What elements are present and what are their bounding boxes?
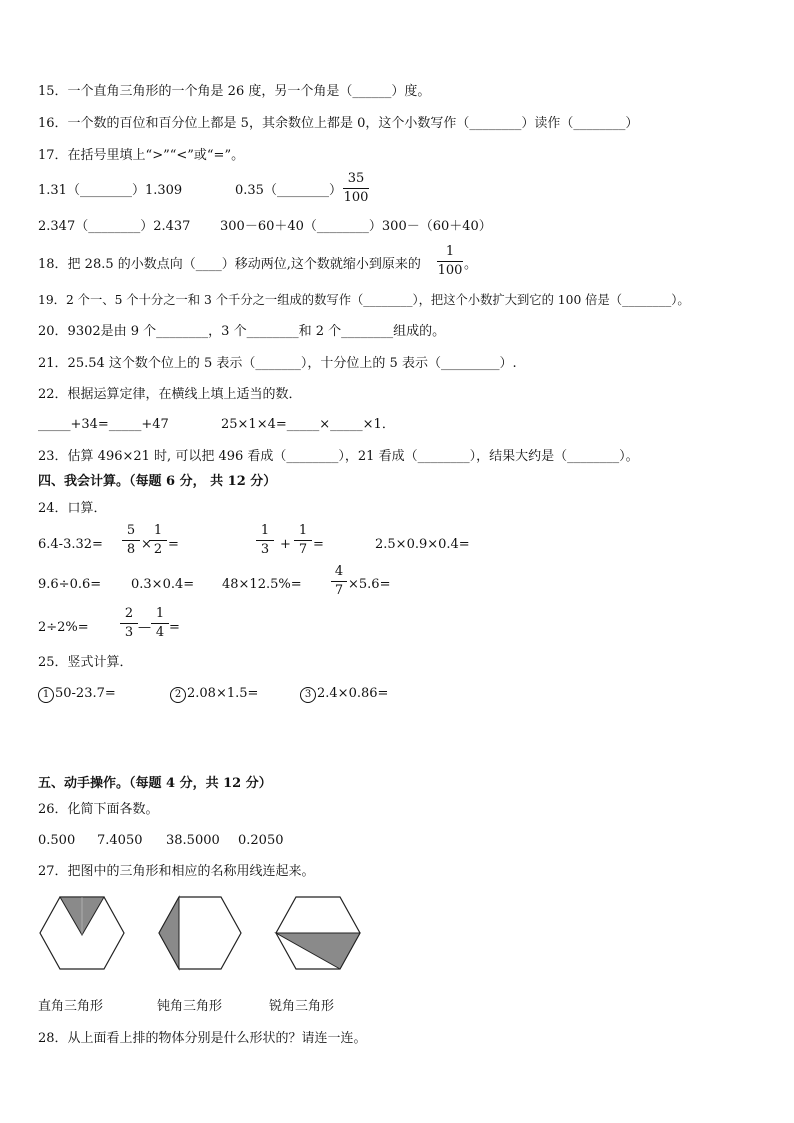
fraction-denominator: 7 [298, 542, 308, 557]
section-5-heading: 五、动手操作。（每题 4 分，共 12 分） [38, 776, 272, 791]
fraction-bar [294, 540, 312, 541]
q17-compare-4: 300－60＋40（________）300－（60＋40） [220, 219, 492, 234]
fraction-denominator: 4 [155, 625, 165, 640]
question-19: 19．2 个一、5 个十分之一和 3 个千分之一组成的数写作（________），把这个小数扩大到它的 100 倍是（________）。 [38, 293, 690, 307]
calc-6: 0.3×0.4= [131, 577, 195, 592]
q17-compare-3: 2.347（________）2.437 [38, 219, 191, 234]
fraction-denominator: 8 [126, 542, 136, 557]
fraction-numerator: 1 [445, 244, 455, 259]
fraction-denominator: 3 [124, 625, 134, 640]
fraction-numerator: 1 [260, 523, 270, 538]
section-4-heading: 四、我会计算。（每题 6 分， 共 12 分） [38, 474, 277, 489]
question-21: 21．25.54 这个数个位上的 5 表示（_______），十分位上的 5 表示（_________）. [38, 356, 517, 371]
question-25: 25．竖式计算． [38, 655, 133, 670]
fraction-numerator: 4 [334, 564, 344, 579]
q26-number-3: 38.5000 [166, 833, 220, 848]
q25-item-text: 2.4×0.86= [317, 686, 389, 701]
hexagon-figure-1 [38, 895, 126, 973]
calc-10-fraction-1 [120, 607, 138, 640]
calc-3-fraction-1 [256, 524, 274, 557]
fraction-numerator: 1 [153, 523, 163, 538]
fraction-denominator: 100 [343, 190, 369, 205]
q26-number-1: 0.500 [38, 833, 76, 848]
q22-item-2: 25×1×4=_____×_____×1． [221, 417, 395, 432]
calc-8-rest: ×5.6= [348, 577, 391, 592]
calc-2-equals: = [168, 537, 179, 552]
calc-8-fraction [331, 565, 347, 598]
fraction-denominator: 3 [260, 542, 270, 557]
fraction-bar [122, 540, 140, 541]
question-16: 16．一个数的百位和百分位上都是 5，其余数位上都是 0，这个小数写作（________）读作（________） [38, 116, 639, 131]
triangle-label-right: 直角三角形 [38, 999, 104, 1014]
fraction-bar [120, 623, 138, 624]
circled-number: 2 [170, 687, 186, 703]
hexagon-figure-3 [274, 895, 362, 973]
q18-fraction [437, 245, 463, 278]
fraction-numerator: 35 [347, 171, 365, 186]
q25-item-2 [170, 686, 258, 703]
fraction-numerator: 5 [126, 523, 136, 538]
question-23: 23．估算 496×21 时, 可以把 496 看成（________），21 看成（________），结果大约是（________）。 [38, 449, 639, 464]
q26-number-4: 0.2050 [238, 833, 284, 848]
calc-3-fraction-2 [294, 524, 312, 557]
fraction-bar [343, 188, 369, 189]
q25-item-text: 50-23.7= [55, 686, 116, 701]
q25-item-text: 2.08×1.5= [187, 686, 259, 701]
fraction-bar [149, 540, 167, 541]
fraction-bar [331, 581, 347, 582]
calc-10-fraction-2 [151, 607, 169, 640]
q22-item-1: _____+34=_____+47 [38, 417, 169, 432]
triangle-label-acute: 锐角三角形 [269, 999, 335, 1014]
triangle-label-obtuse: 钝角三角形 [157, 999, 223, 1014]
circled-number: 1 [38, 687, 54, 703]
calc-2-fraction-1 [122, 524, 140, 557]
fraction-bar [256, 540, 274, 541]
question-26: 26．化简下面各数。 [38, 802, 159, 817]
q26-number-2: 7.4050 [97, 833, 143, 848]
q17-fraction [343, 172, 369, 205]
calc-10-equals: = [169, 620, 180, 635]
calc-2-operator: × [141, 537, 152, 552]
calc-9: 2÷2%= [38, 620, 89, 635]
question-28: 28．从上面看上排的物体分别是什么形状的？请连一连。 [38, 1031, 367, 1046]
question-15: 15．一个直角三角形的一个角是 26 度，另一个角是（______）度。 [38, 84, 431, 99]
fraction-denominator: 100 [437, 263, 463, 278]
question-22: 22．根据运算定律，在横线上填上适当的数． [38, 387, 302, 402]
question-24: 24．口算． [38, 501, 107, 516]
fraction-bar [151, 623, 169, 624]
fraction-bar [437, 261, 463, 262]
fraction-denominator: 2 [153, 542, 163, 557]
calc-3-operator: + [280, 537, 291, 552]
fraction-numerator: 1 [155, 606, 165, 621]
calc-1: 6.4-3.32= [38, 537, 103, 552]
calc-2-fraction-2 [149, 524, 167, 557]
calc-3-equals: = [313, 537, 324, 552]
q17-compare-2: 0.35（________） [235, 183, 342, 198]
calc-5: 9.6÷0.6= [38, 577, 102, 592]
circled-number: 3 [300, 687, 316, 703]
hexagon-figure-2 [157, 895, 243, 973]
calc-10-operator: — [138, 620, 151, 635]
q25-item-3 [300, 686, 388, 703]
question-17: 17．在括号里填上“>”“<”或“=”。 [38, 148, 245, 163]
calc-4: 2.5×0.9×0.4= [375, 537, 470, 552]
q18-end: 。 [464, 257, 478, 272]
q25-item-1 [38, 686, 116, 703]
calc-7: 48×12.5%= [222, 577, 302, 592]
fraction-numerator: 2 [124, 606, 134, 621]
question-27: 27．把图中的三角形和相应的名称用线连起来。 [38, 864, 315, 879]
question-18: 18．把 28.5 的小数点向（____）移动两位,这个数就缩小到原来的 [38, 257, 421, 272]
fraction-numerator: 1 [298, 523, 308, 538]
question-20: 20．9302是由 9 个________，3 个________和 2 个________组成的。 [38, 324, 446, 339]
fraction-denominator: 7 [334, 583, 344, 598]
q17-compare-1: 1.31（________）1.309 [38, 183, 183, 198]
